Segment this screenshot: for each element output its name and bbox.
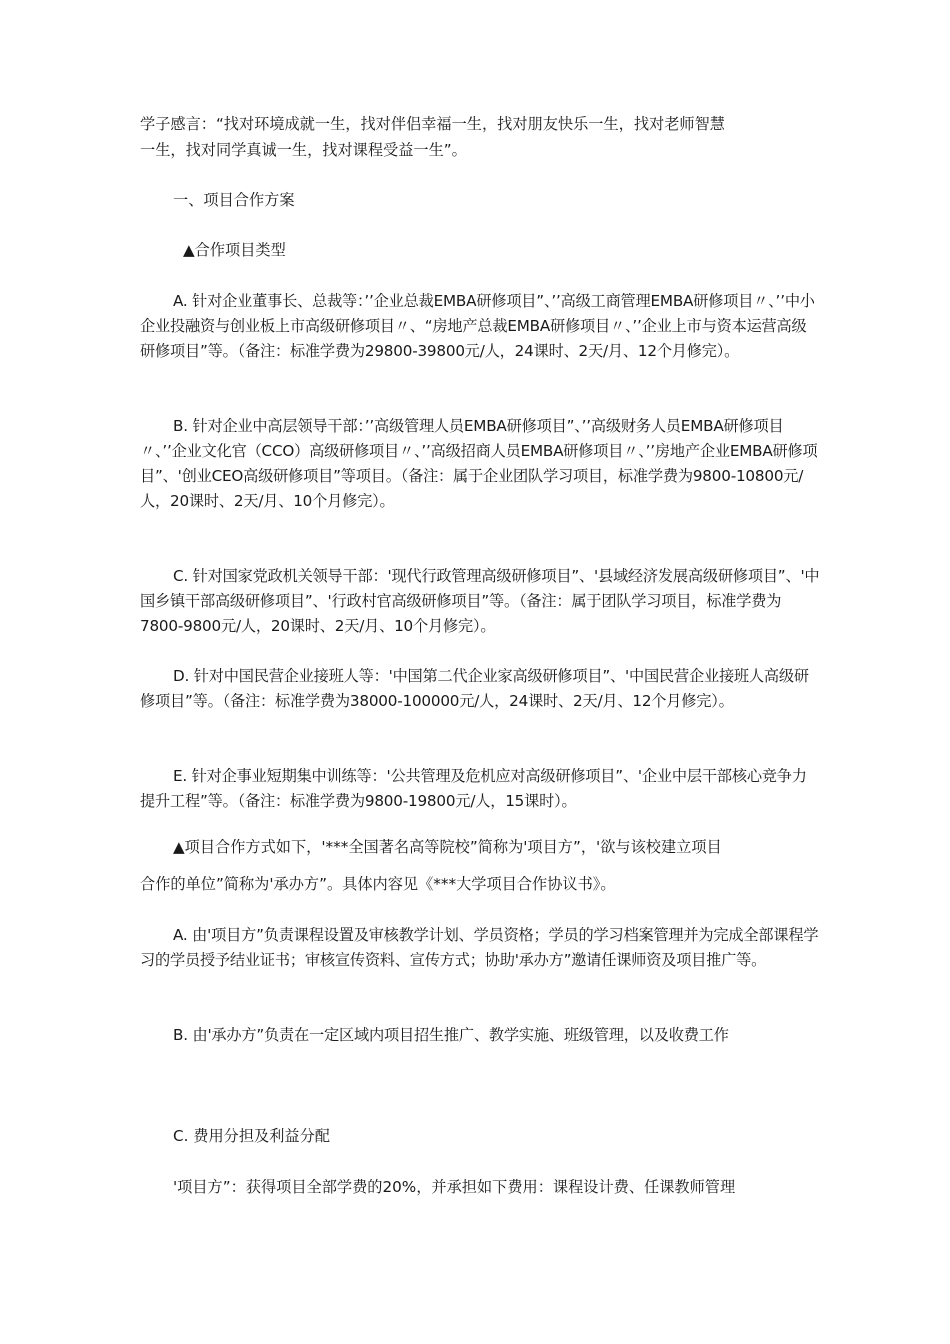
project-type-d: D. 针对中国民营企业接班人等：'中国第二代企业家高级研修项目”、'中国民营企业接班人高级研修项目”等。（备注：标准学费为38000-100000元/人，24课时、2天/月、12个月修完）。: [140, 667, 809, 710]
cooperation-clause-a: A. 由'项目方”负责课程设置及审核教学计划、学员资格；学员的学习档案管理并为完成全部课程学习的学员授予结业证书；审核宣传资料、宣传方式；协助'承办方”邀请任课师资及项目推广等。: [140, 926, 819, 969]
cooperation-mode-line-1: ▲项目合作方式如下，'***全国著名高等院校”简称为'项目方”，'欲与该校建立项目: [173, 838, 722, 856]
project-type-b: B. 针对企业中高层领导干部：’’高级管理人员EMBA研修项目”、’’高级财务人员EMBA研修项目〃、’’企业文化官（CCO）高级研修项目〃、’’高级招商人员EMBA研修项目〃、’’房地产企业EMBA研修项目”、'创业CEO高级研修项目”等项目。（备注：属于企业团队学习项目，标准学费为9800-10800元/人，20课时、2天/月、10个月修完）。: [140, 417, 818, 510]
subheading-project-types: ▲合作项目类型: [183, 241, 286, 259]
section-heading: 一、项目合作方案: [173, 191, 295, 209]
cooperation-clause-b: B. 由'承办方”负责在一定区域内项目招生推广、教学实施、班级管理，以及收费工作: [173, 1026, 729, 1044]
cooperation-clause-c-detail: '项目方”：获得项目全部学费的20%，并承担如下费用：课程设计费、任课教师管理: [173, 1178, 736, 1196]
project-type-a: A. 针对企业董事长、总裁等：’’企业总裁EMBA研修项目”、’’高级工商管理EMBA研修项目〃、’’中小企业投融资与创业板上市高级研修项目〃、“房地产总裁EMBA研修项目〃、’’企业上市与资本运营高级研修项目”等。（备注：标准学费为29800-39800元/人，24课时、2天/月、12个月修完）。: [140, 292, 815, 360]
quote-line-1: 学子感言：“找对环境成就一生，找对伴侣幸福一生，找对朋友快乐一生，找对老师智慧: [140, 115, 725, 133]
project-type-e: E. 针对企事业短期集中训练等：'公共管理及危机应对高级研修项目”、'企业中层干部核心竞争力提升工程”等。（备注：标准学费为9800-19800元/人，15课时）。: [140, 767, 807, 810]
project-type-c: C. 针对国家党政机关领导干部：'现代行政管理高级研修项目”、'县域经济发展高级研修项目”、'中国乡镇干部高级研修项目”、'行政村官高级研修项目”等。（备注：属于团队学习项目，标准学费为7800-9800元/人，20课时、2天/月、10个月修完）。: [140, 567, 820, 635]
quote-line-2: 一生，找对同学真诚一生，找对课程受益一生”。: [140, 141, 467, 159]
cooperation-mode-line-2: 合作的单位”简称为'承办方”。具体内容见《***大学项目合作协议书》。: [140, 875, 616, 893]
cooperation-clause-c: C. 费用分担及利益分配: [173, 1127, 330, 1145]
